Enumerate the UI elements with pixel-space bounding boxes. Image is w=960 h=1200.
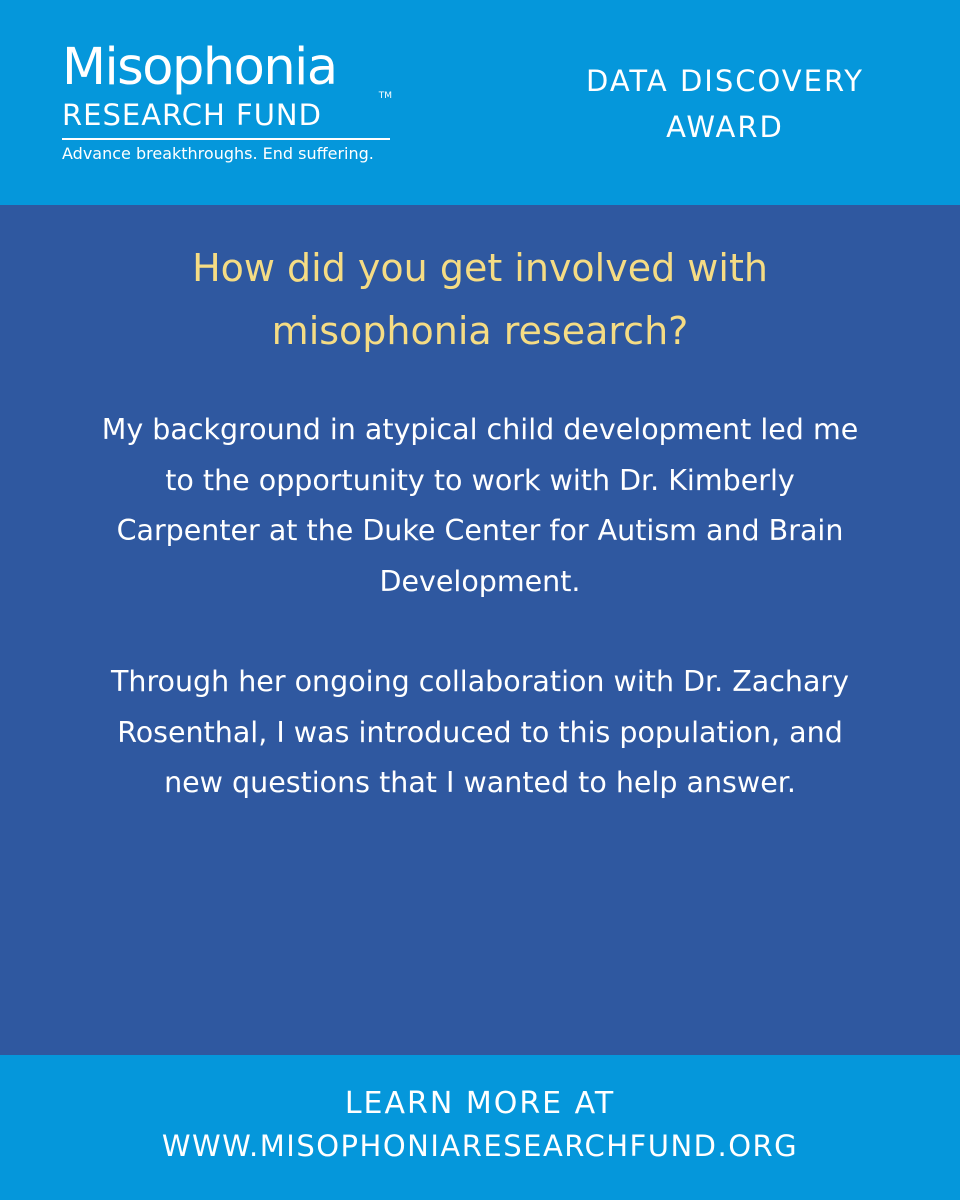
learn-more-label: LEARN MORE AT — [344, 1086, 616, 1121]
website-url: WWW.MISOPHONIARESEARCHFUND.ORG — [161, 1129, 799, 1163]
organization-logo — [62, 40, 402, 164]
answer-text — [90, 405, 870, 809]
trademark-mark: TM — [378, 91, 392, 101]
answer-paragraph-2: Through her ongoing collaboration with Dr. Zachary Rosenthal, I was introduced to this population, and new questions that I wanted to help answer. — [110, 665, 850, 799]
logo-subtitle: RESEARCH FUND — [62, 98, 322, 132]
header-band — [0, 0, 960, 205]
award-title-line-2: AWARD — [666, 110, 784, 144]
award-title — [540, 58, 910, 150]
award-title-line-1: DATA DISCOVERY — [586, 64, 864, 98]
logo-divider — [62, 138, 390, 140]
logo-name: Misophonia — [62, 38, 337, 97]
logo-tagline: Advance breakthroughs. End suffering. — [62, 144, 374, 163]
content-panel — [0, 205, 960, 1055]
logo-subtitle-row — [62, 91, 392, 132]
answer-paragraph-1: My background in atypical child development led me to the opportunity to work with Dr. Kimberly Carpenter at the Duke Center for Autism and Brain Development. — [101, 413, 859, 598]
learn-more-block — [40, 1083, 920, 1167]
footer-band — [0, 1055, 960, 1200]
question-heading: How did you get involved with misophonia research? — [192, 246, 768, 353]
